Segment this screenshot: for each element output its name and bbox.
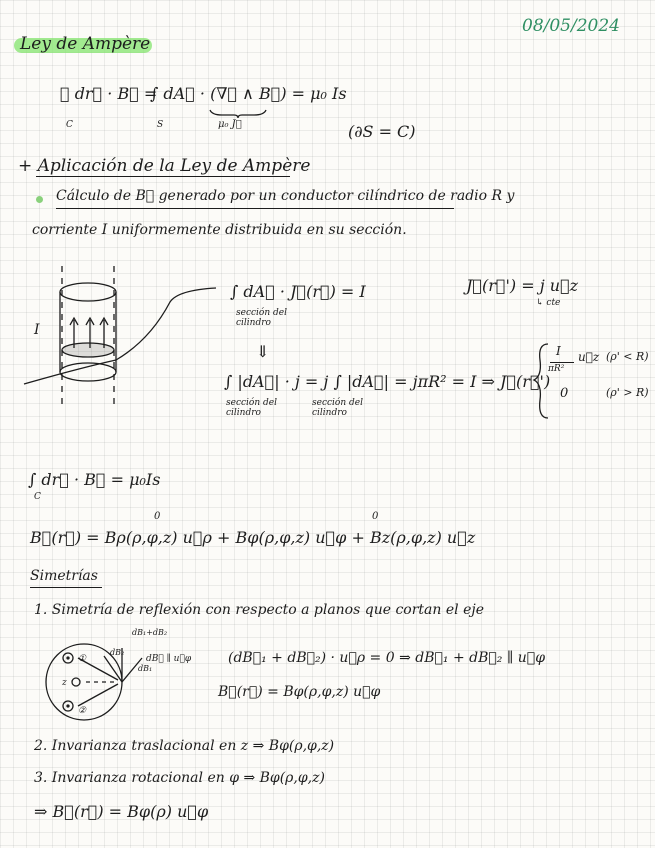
current-integral-sub: sección del cilindro xyxy=(236,308,287,328)
result: ⇒ B⃗(r⃗) = Bφ(ρ) u⃗φ xyxy=(34,802,209,821)
symmetries-title: Simetrías xyxy=(30,568,98,584)
chain-sub-2: sección del cilindro xyxy=(312,398,363,418)
symmetry-1-eq-2: B⃗(r⃗) = Bφ(ρ,φ,z) u⃗φ xyxy=(218,684,381,700)
case1-numerator: I xyxy=(556,344,561,358)
case1-unit: u⃗z xyxy=(578,350,600,364)
line-law-sub: C xyxy=(34,492,41,502)
underbrace-icon xyxy=(208,108,268,118)
problem-line-1: Cálculo de B⃗ generado por un conductor cilíndrico de radio R y xyxy=(56,188,515,204)
cases-brace-icon xyxy=(532,342,552,422)
b-decomposition: B⃗(r⃗) = Bρ(ρ,φ,z) u⃗ρ + Bφ(ρ,φ,z) u⃗φ + Bz(ρ,φ,z) u⃗z xyxy=(30,528,476,547)
problem-line-2: corriente I uniformemente distribuida en su sección. xyxy=(32,222,407,238)
ampere-sub-c: C xyxy=(66,120,73,130)
underbrace-label: μ₀ J⃗ xyxy=(218,119,242,130)
current-chain: ∫ |dA⃗| · j = j ∫ |dA⃗| = jπR² = I ⇒ J⃗(r⃗') xyxy=(224,372,551,391)
label-dB1: dB₁ xyxy=(138,664,153,673)
page-title: Ley de Ampère xyxy=(20,34,151,54)
label-2: ② xyxy=(78,706,87,716)
date: 08/05/2024 xyxy=(522,16,620,36)
bullet-dot xyxy=(36,196,43,203)
line-law: ∫ dr⃗ · B⃗ = μ₀Is xyxy=(28,470,161,489)
current-density-note: ↳ cte xyxy=(536,298,561,308)
symmetry-2: 2. Invarianza traslacional en z ⇒ Bφ(ρ,φ,z) xyxy=(34,738,335,754)
implies-down: ⇓ xyxy=(256,342,270,361)
boundary-note: (∂S = C) xyxy=(348,122,416,141)
label-z: z xyxy=(62,678,67,688)
label-dB2: dB₂ xyxy=(110,648,125,657)
symmetries-underline xyxy=(30,587,102,588)
label-dB-sum: dB₁+dB₂ xyxy=(132,628,168,637)
symmetry-3: 3. Invarianza rotacional en φ ⇒ Bφ(ρ,φ,z) xyxy=(34,770,325,786)
symmetry-1: 1. Simetría de reflexión con respecto a planos que cortan el eje xyxy=(34,602,484,618)
symmetry-1-eq-1: (dB⃗₁ + dB⃗₂) · u⃗ρ = 0 ⇒ dB⃗₁ + dB⃗₂ ∥ u⃗φ xyxy=(228,650,545,666)
case1-denominator: πR² xyxy=(548,364,565,374)
problem-underline xyxy=(56,208,454,209)
section-heading: + Aplicación de la Ley de Ampère xyxy=(18,156,311,176)
zero-mark-rho: 0 xyxy=(154,511,161,522)
case2-value: 0 xyxy=(560,386,569,401)
ampere-sub-s: S xyxy=(157,120,164,130)
section-heading-underline xyxy=(36,176,290,177)
label-parallel: dB⃗ ∥ u⃗φ xyxy=(146,654,192,664)
label-1: ① xyxy=(78,654,87,664)
symmetry-diagram xyxy=(38,634,158,724)
case1-condition: (ρ' < R) xyxy=(606,350,649,363)
case2-condition: (ρ' > R) xyxy=(606,386,649,399)
cylinder-diagram xyxy=(20,260,240,410)
chain-sub-1: sección del cilindro xyxy=(226,398,277,418)
current-density: J⃗(r⃗') = j u⃗z xyxy=(466,276,579,295)
zero-mark-z: 0 xyxy=(372,511,379,522)
current-label-I: I xyxy=(34,322,40,338)
ampere-line-integral: ∮ dr⃗ · B⃗ = xyxy=(60,84,158,103)
ampere-surface-integral: ∫ dA⃗ · (∇⃗ ∧ B⃗) = μ₀ Is xyxy=(150,84,347,103)
current-integral: ∫ dA⃗ · J⃗(r⃗) = I xyxy=(230,282,366,301)
